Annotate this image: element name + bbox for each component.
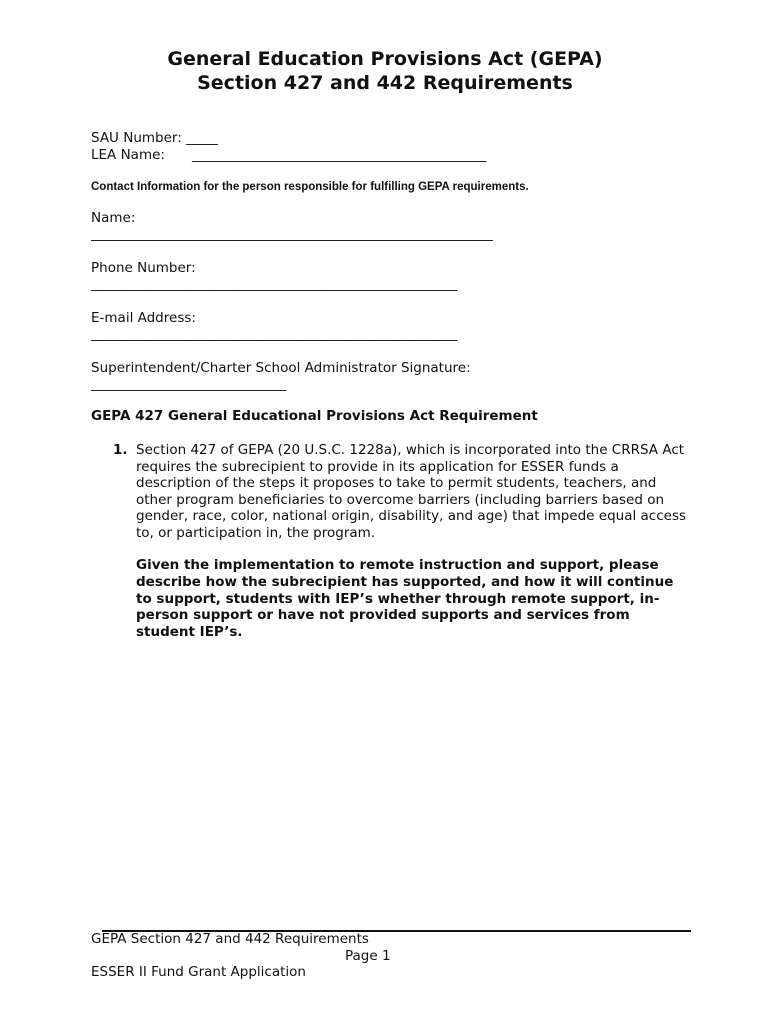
sau-number-row bbox=[91, 130, 217, 147]
footer-application-name: ESSER II Fund Grant Application bbox=[91, 964, 306, 980]
signature-blank[interactable]: _________________________________ bbox=[91, 378, 286, 392]
contact-name-blank[interactable]: ____________________________________________________________________ bbox=[91, 228, 493, 242]
lea-name-label: LEA Name: bbox=[91, 147, 165, 163]
phone-number-label: Phone Number: bbox=[91, 260, 196, 276]
footer-page-number: Page 1 bbox=[345, 948, 391, 964]
sau-number-blank[interactable]: _____ bbox=[186, 130, 218, 146]
document-title-line-1: General Education Provisions Act (GEPA) bbox=[167, 48, 603, 70]
contact-name-label: Name: bbox=[91, 210, 136, 226]
lea-name-row bbox=[91, 147, 486, 164]
list-item-description: Section 427 of GEPA (20 U.S.C. 1228a), which is incorporated into the CRRSA Act requires the subrecipient to provide in its application for ESSER funds a description of the steps it proposes to take to permit students, teachers, and other program beneficiaries to overcome barriers (including barriers based on gender, race, color, national origin, disability, and age) that impede equal access to, or participation in, the program. bbox=[136, 442, 687, 541]
contact-information-note: Contact Information for the person responsible for fulfilling GEPA requirements. bbox=[91, 181, 529, 193]
gepa-427-section-heading: GEPA 427 General Educational Provisions Act Requirement bbox=[91, 408, 538, 424]
sau-number-label: SAU Number: bbox=[91, 130, 182, 146]
signature-label: Superintendent/Charter School Administrator Signature: bbox=[91, 360, 471, 376]
document-title-line-2: Section 427 and 442 Requirements bbox=[197, 72, 573, 94]
footer-document-title: GEPA Section 427 and 442 Requirements bbox=[91, 931, 369, 947]
list-item-question: Given the implementation to remote instruction and support, please describe how the subrecipient has supported, and how it will continue to support, students with IEP’s whether through remote support, in-person support or have not provided supports and services from student IEP’s. bbox=[136, 557, 674, 641]
email-address-blank[interactable]: ______________________________________________________________ bbox=[91, 328, 457, 342]
email-address-label: E-mail Address: bbox=[91, 310, 196, 326]
lea-name-blank[interactable]: _______________________________________________ bbox=[191, 147, 486, 163]
list-item-number: 1. bbox=[113, 442, 128, 458]
phone-number-blank[interactable]: ______________________________________________________________ bbox=[91, 278, 457, 292]
